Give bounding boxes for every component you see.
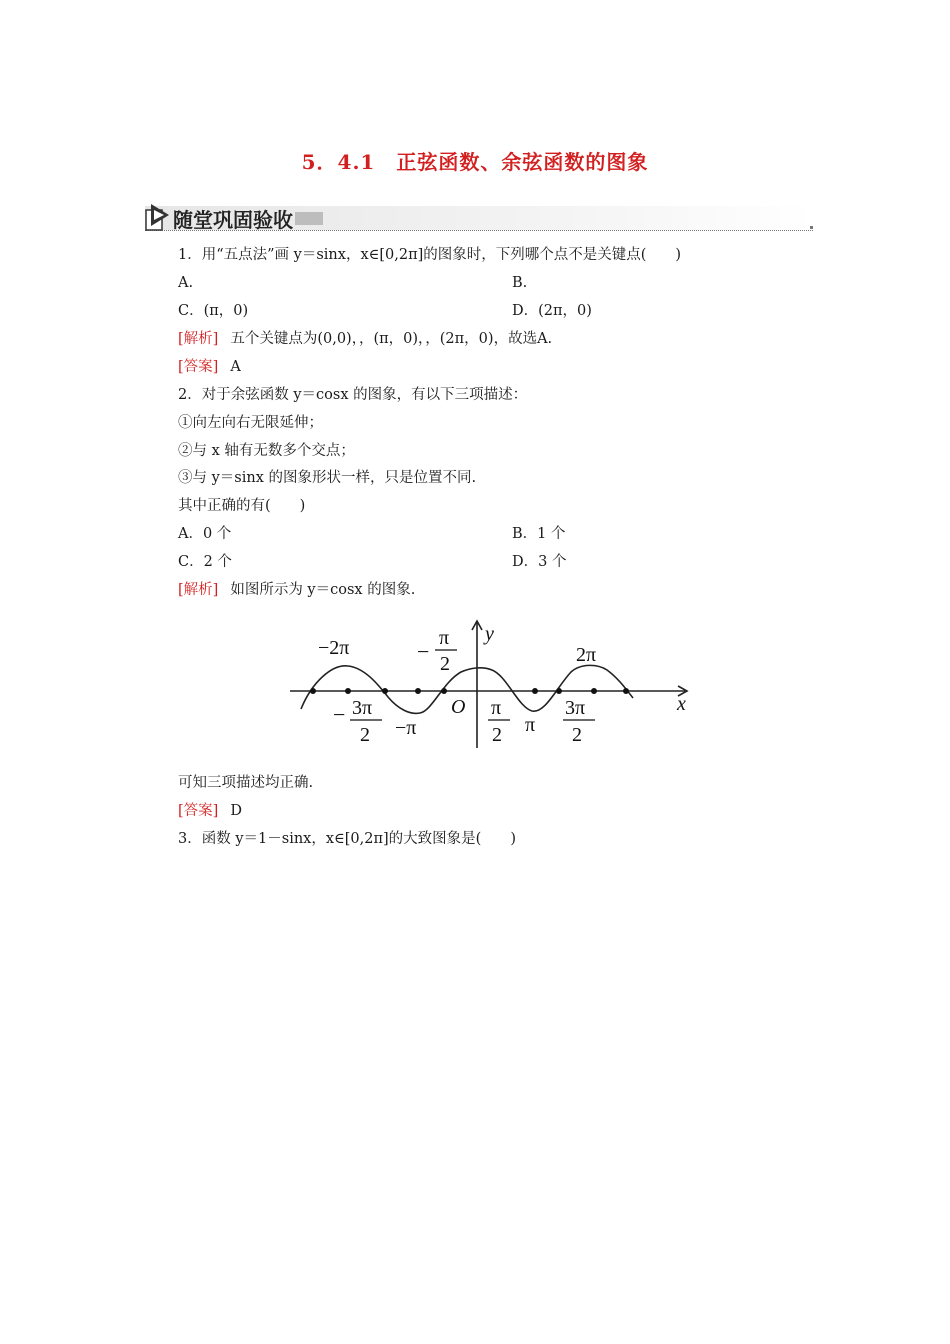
q1-answer-row bbox=[178, 357, 241, 377]
banner-dot bbox=[810, 226, 813, 229]
q1-option-b: B. bbox=[512, 275, 528, 291]
curve-point bbox=[345, 688, 351, 694]
q2-statement-2: ②与 x 轴有无数多个交点； bbox=[178, 443, 355, 459]
page-title: 5．4.1 正弦函数、余弦函数的图象 bbox=[301, 150, 649, 174]
cosine-graph bbox=[285, 612, 695, 752]
curve-point bbox=[441, 688, 447, 694]
play-arrow-icon bbox=[145, 203, 171, 231]
q1-analysis-row bbox=[178, 329, 552, 349]
label-3pi-over-2-den: 2 bbox=[572, 724, 582, 746]
label-y-axis: y bbox=[485, 623, 494, 645]
label-minus-sign: − bbox=[417, 639, 430, 664]
label-minus-sign: − bbox=[333, 702, 346, 727]
banner-block bbox=[295, 212, 323, 225]
label-neg-pi-over-2-den: 2 bbox=[440, 653, 450, 675]
label-neg-pi-over-2-num: π bbox=[439, 627, 450, 649]
label-x-axis: x bbox=[677, 693, 686, 715]
q1-option-d: D．(2π，0) bbox=[512, 303, 592, 319]
label-3pi-over-2-num: 3π bbox=[565, 697, 586, 719]
q1-option-c: C．(π，0) bbox=[178, 303, 249, 319]
q2-analysis: 如图所示为 y＝cosx 的图象. bbox=[230, 582, 416, 598]
curve-point bbox=[556, 688, 562, 694]
curve-point bbox=[532, 688, 538, 694]
q2-stem: 2．对于余弦函数 y＝cosx 的图象，有以下三项描述： bbox=[178, 387, 528, 403]
curve-point bbox=[310, 688, 316, 694]
q2-answer: D bbox=[230, 803, 242, 819]
label-neg-pi: −π bbox=[395, 717, 417, 739]
label-origin: O bbox=[451, 696, 466, 718]
label-two-pi: 2π bbox=[576, 644, 597, 666]
q1-option-a: A. bbox=[178, 275, 194, 291]
q2-option-c: C．2 个 bbox=[178, 554, 232, 570]
q2-answer-tag: [答案] bbox=[178, 803, 219, 819]
q2-option-d: D．3 个 bbox=[512, 554, 567, 570]
q1-answer: A bbox=[230, 359, 241, 375]
curve-point bbox=[382, 688, 388, 694]
curve-point bbox=[415, 688, 421, 694]
label-pi-over-2-den: 2 bbox=[492, 724, 502, 746]
q1-answer-tag: [答案] bbox=[178, 359, 219, 375]
label-neg-3pi-over-2-den: 2 bbox=[360, 724, 370, 746]
curve-point bbox=[623, 688, 629, 694]
q2-analysis-row bbox=[178, 580, 415, 600]
q2-statement-1: ①向左向右无限延伸； bbox=[178, 415, 323, 431]
q3-stem: 3．函数 y＝1－sinx，x∈[0,2π]的大致图象是( ) bbox=[178, 831, 516, 847]
label-neg-3pi-over-2-num: 3π bbox=[352, 697, 373, 719]
label-pi: π bbox=[525, 714, 536, 736]
q2-option-a: A．0 个 bbox=[178, 526, 232, 542]
q2-ask: 其中正确的有( ) bbox=[178, 498, 306, 514]
q2-analysis-tag: [解析] bbox=[178, 582, 219, 598]
q1-stem: 1．用“五点法”画 y＝sinx，x∈[0,2π]的图象时，下列哪个点不是关键点( ) bbox=[178, 247, 682, 263]
label-pi-over-2-num: π bbox=[491, 697, 502, 719]
section-banner bbox=[145, 203, 815, 233]
curve-point bbox=[591, 688, 597, 694]
q1-analysis-tag: [解析] bbox=[178, 331, 219, 347]
q2-answer-row bbox=[178, 801, 242, 821]
q2-statement-3: ③与 y＝sinx 的图象形状一样，只是位置不同. bbox=[178, 470, 477, 486]
label-neg-two-pi: −2π bbox=[318, 637, 350, 659]
section-label: 随堂巩固验收 bbox=[173, 208, 293, 232]
q2-conclusion: 可知三项描述均正确. bbox=[178, 775, 314, 791]
q2-option-b: B．1 个 bbox=[512, 526, 566, 542]
q1-analysis: 五个关键点为(0,0)，，(π，0)，，(2π，0)，故选A. bbox=[230, 331, 553, 347]
